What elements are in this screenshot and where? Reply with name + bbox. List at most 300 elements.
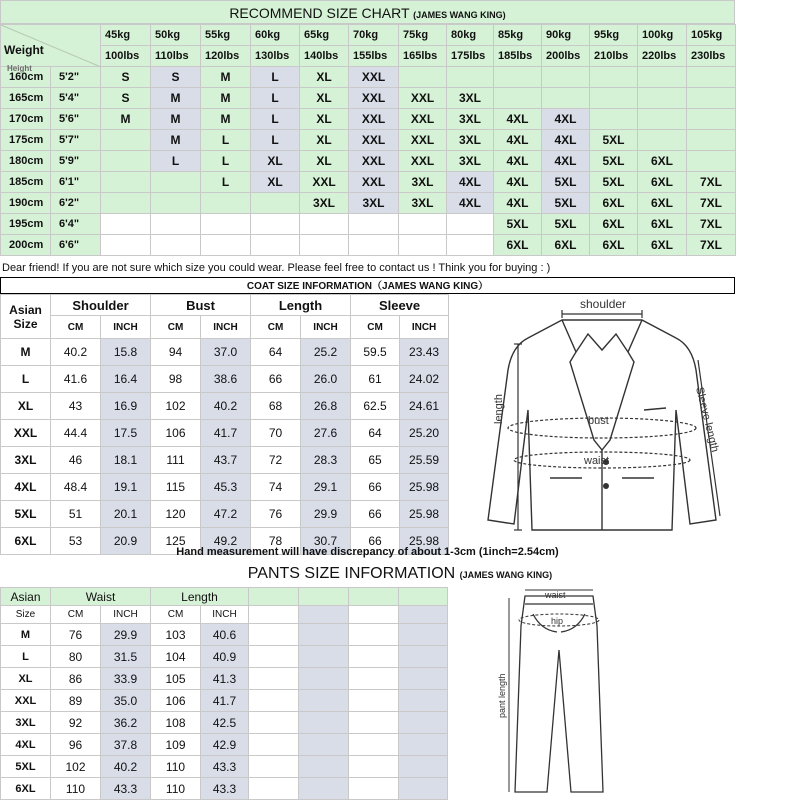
coat-value-cell: 25.59: [400, 447, 449, 474]
recommended-size-cell: [251, 235, 300, 256]
recommended-size-cell: 5XL: [542, 193, 590, 214]
coat-value-cell: 40.2: [51, 339, 101, 366]
recommended-size-cell: 5XL: [590, 172, 638, 193]
height-ft: 5'6": [51, 109, 101, 130]
pants-empty-cell: [249, 778, 299, 800]
recommended-size-cell: 6XL: [590, 235, 638, 256]
coat-unit-inch: INCH: [101, 316, 151, 339]
pants-empty-cell: [349, 712, 399, 734]
coat-value-cell: 64: [251, 339, 301, 366]
weight-lbs-header: 100lbs: [101, 46, 151, 67]
coat-value-cell: 65: [351, 447, 400, 474]
recommended-size-cell: 5XL: [590, 130, 638, 151]
pants-empty-cell: [349, 778, 399, 800]
recommended-size-cell: M: [201, 67, 251, 88]
pants-empty-cell: [299, 606, 349, 624]
coat-asian-label: Asian: [9, 302, 42, 317]
pants-unit-cm: CM: [151, 606, 201, 624]
pants-row: [1, 624, 448, 646]
coat-value-cell: 74: [251, 474, 301, 501]
coat-size-cell: XL: [1, 393, 51, 420]
recommend-row: [1, 88, 736, 109]
coat-value-cell: 25.98: [400, 474, 449, 501]
pants-value-cell: 89: [51, 690, 101, 712]
pants-value-cell: 41.7: [201, 690, 249, 712]
coat-value-cell: 25.20: [400, 420, 449, 447]
recommended-size-cell: S: [151, 67, 201, 88]
pants-size-table: [0, 587, 448, 800]
recommended-size-cell: [687, 109, 736, 130]
pants-size-cell: 4XL: [1, 734, 51, 756]
coat-value-cell: 66: [351, 501, 400, 528]
pants-length-header: Length: [151, 588, 249, 606]
coat-value-cell: 29.9: [301, 501, 351, 528]
pants-empty-cell: [349, 756, 399, 778]
recommended-size-cell: XL: [300, 88, 349, 109]
pants-row: [1, 668, 448, 690]
coat-row: [1, 366, 449, 393]
pants-value-cell: 36.2: [101, 712, 151, 734]
jacket-waist-label: waist: [584, 455, 610, 467]
weight-lbs-header: 230lbs: [687, 46, 736, 67]
pants-empty-cell: [349, 624, 399, 646]
coat-value-cell: 64: [351, 420, 400, 447]
coat-row: [1, 447, 449, 474]
recommended-size-cell: [638, 67, 687, 88]
jacket-measure-lines: [508, 310, 720, 530]
coat-shoulder-header: Shoulder: [51, 295, 151, 316]
pants-row: [1, 756, 448, 778]
recommended-size-cell: [687, 88, 736, 109]
recommended-size-cell: [251, 214, 300, 235]
recommended-size-cell: [447, 235, 494, 256]
pants-title-text: PANTS SIZE INFORMATION: [247, 565, 456, 582]
recommended-size-cell: [151, 235, 201, 256]
coat-size-cell: XXL: [1, 420, 51, 447]
weight-lbs-header: 155lbs: [349, 46, 399, 67]
recommended-size-cell: 4XL: [447, 193, 494, 214]
pants-value-cell: 92: [51, 712, 101, 734]
recommend-row: [1, 130, 736, 151]
recommend-brand: (JAMES WANG KING): [413, 10, 506, 20]
recommended-size-cell: [638, 130, 687, 151]
coat-value-cell: 24.02: [400, 366, 449, 393]
weight-kg-header: 60kg: [251, 25, 300, 46]
coat-value-cell: 28.3: [301, 447, 351, 474]
recommended-size-cell: L: [201, 130, 251, 151]
recommended-size-cell: 5XL: [542, 214, 590, 235]
recommended-size-cell: [101, 151, 151, 172]
pants-size-cell: 3XL: [1, 712, 51, 734]
recommend-size-table: [0, 24, 736, 256]
recommended-size-cell: XL: [251, 172, 300, 193]
pants-empty-cell: [349, 646, 399, 668]
recommended-size-cell: XXL: [349, 151, 399, 172]
recommended-size-cell: 6XL: [638, 214, 687, 235]
coat-value-cell: 45.3: [201, 474, 251, 501]
pants-value-cell: 80: [51, 646, 101, 668]
pants-value-cell: 29.9: [101, 624, 151, 646]
pants-empty-cell: [299, 756, 349, 778]
recommended-size-cell: 4XL: [494, 172, 542, 193]
weight-lbs-header: 140lbs: [300, 46, 349, 67]
recommended-size-cell: 5XL: [590, 151, 638, 172]
recommended-size-cell: [101, 130, 151, 151]
pants-size-cell: 6XL: [1, 778, 51, 800]
coat-value-cell: 30.7: [301, 528, 351, 555]
coat-value-cell: 115: [151, 474, 201, 501]
pants-size-cell: M: [1, 624, 51, 646]
coat-size-cell: M: [1, 339, 51, 366]
coat-value-cell: 78: [251, 528, 301, 555]
recommended-size-cell: XXL: [349, 172, 399, 193]
pants-unit-row: [1, 606, 448, 624]
recommended-size-cell: [687, 151, 736, 172]
coat-value-cell: 26.0: [301, 366, 351, 393]
pants-unit-inch: INCH: [101, 606, 151, 624]
pants-value-cell: 40.6: [201, 624, 249, 646]
weight-kg-header: 50kg: [151, 25, 201, 46]
recommend-lbs-row: [1, 46, 736, 67]
coat-value-cell: 25.98: [400, 501, 449, 528]
trousers-length-label: pant length: [497, 673, 507, 718]
pants-empty-header: [399, 588, 448, 606]
pants-empty-header: [299, 588, 349, 606]
recommended-size-cell: [687, 130, 736, 151]
trousers-diagram: [485, 586, 615, 798]
pants-empty-cell: [399, 624, 448, 646]
coat-value-cell: 70: [251, 420, 301, 447]
jacket-button-2: [603, 483, 609, 489]
weight-lbs-header: 130lbs: [251, 46, 300, 67]
weight-kg-header: 75kg: [399, 25, 447, 46]
height-cm: 180cm: [1, 151, 51, 172]
pants-empty-cell: [299, 668, 349, 690]
recommended-size-cell: 4XL: [542, 109, 590, 130]
recommended-size-cell: [101, 235, 151, 256]
trousers-waist-label: waist: [545, 590, 566, 600]
coat-value-cell: 15.8: [101, 339, 151, 366]
coat-value-cell: 43: [51, 393, 101, 420]
recommended-size-cell: M: [151, 109, 201, 130]
recommended-size-cell: [687, 67, 736, 88]
coat-size-cell: 3XL: [1, 447, 51, 474]
coat-unit-cm: CM: [151, 316, 201, 339]
coat-value-cell: 19.1: [101, 474, 151, 501]
height-ft: 6'4": [51, 214, 101, 235]
coat-value-cell: 76: [251, 501, 301, 528]
recommended-size-cell: [638, 88, 687, 109]
height-label: Height: [7, 64, 32, 73]
weight-lbs-header: 175lbs: [447, 46, 494, 67]
recommended-size-cell: [101, 172, 151, 193]
recommended-size-cell: 6XL: [542, 235, 590, 256]
coat-value-cell: 59.5: [351, 339, 400, 366]
pants-brand: (JAMES WANG KING): [459, 570, 553, 580]
weight-lbs-header: 110lbs: [151, 46, 201, 67]
recommended-size-cell: XL: [300, 109, 349, 130]
coat-value-cell: 66: [351, 474, 400, 501]
jacket-shoulder-label: shoulder: [580, 297, 627, 311]
recommended-size-cell: 3XL: [300, 193, 349, 214]
weight-lbs-header: 165lbs: [399, 46, 447, 67]
recommended-size-cell: XXL: [399, 88, 447, 109]
recommended-size-cell: XXL: [399, 109, 447, 130]
coat-unit-inch: INCH: [400, 316, 449, 339]
coat-value-cell: 61: [351, 366, 400, 393]
recommended-size-cell: L: [201, 151, 251, 172]
height-cm: 170cm: [1, 109, 51, 130]
recommended-size-cell: [447, 67, 494, 88]
recommended-size-cell: XXL: [349, 67, 399, 88]
recommended-size-cell: [101, 193, 151, 214]
coat-value-cell: 43.7: [201, 447, 251, 474]
coat-sleeve-header: Sleeve: [351, 295, 449, 316]
recommended-size-cell: XXL: [349, 130, 399, 151]
coat-length-header: Length: [251, 295, 351, 316]
recommended-size-cell: [101, 214, 151, 235]
recommended-size-cell: XL: [300, 130, 349, 151]
coat-asian-size-header: [1, 295, 51, 339]
coat-size-cell: 4XL: [1, 474, 51, 501]
pants-empty-cell: [249, 734, 299, 756]
pants-empty-cell: [299, 734, 349, 756]
pants-empty-cell: [299, 690, 349, 712]
weight-kg-header: 85kg: [494, 25, 542, 46]
pants-value-cell: 40.9: [201, 646, 249, 668]
recommended-size-cell: XXL: [349, 109, 399, 130]
coat-row: [1, 393, 449, 420]
recommended-size-cell: [399, 235, 447, 256]
pants-value-cell: 42.5: [201, 712, 249, 734]
jacket-length-label: length: [493, 394, 505, 424]
recommend-row: [1, 151, 736, 172]
coat-unit-cm: CM: [51, 316, 101, 339]
coat-value-cell: 51: [51, 501, 101, 528]
recommended-size-cell: [151, 214, 201, 235]
pants-empty-header: [249, 588, 299, 606]
coat-size-cell: L: [1, 366, 51, 393]
pants-value-cell: 109: [151, 734, 201, 756]
coat-value-cell: 66: [351, 528, 400, 555]
pants-value-cell: 106: [151, 690, 201, 712]
recommended-size-cell: 6XL: [494, 235, 542, 256]
recommended-size-cell: 6XL: [638, 172, 687, 193]
pants-empty-cell: [249, 646, 299, 668]
coat-value-cell: 41.7: [201, 420, 251, 447]
recommended-size-cell: 6XL: [638, 151, 687, 172]
recommend-kg-row: [1, 25, 736, 46]
recommended-size-cell: 3XL: [447, 151, 494, 172]
coat-row: [1, 339, 449, 366]
recommended-size-cell: [590, 109, 638, 130]
recommended-size-cell: 4XL: [494, 193, 542, 214]
recommended-size-cell: [349, 235, 399, 256]
recommended-size-cell: 4XL: [494, 151, 542, 172]
weight-kg-header: 55kg: [201, 25, 251, 46]
coat-value-cell: 18.1: [101, 447, 151, 474]
pants-empty-cell: [349, 668, 399, 690]
pants-empty-cell: [349, 690, 399, 712]
pants-empty-cell: [299, 778, 349, 800]
recommend-note: Dear friend! If you are not sure which size you could wear. Please feel free to contact us ! Think you for buying : ): [2, 262, 551, 274]
recommended-size-cell: 6XL: [590, 193, 638, 214]
jacket-diagram: [470, 290, 740, 545]
pants-size-cell: L: [1, 646, 51, 668]
pants-value-cell: 105: [151, 668, 201, 690]
weight-kg-header: 100kg: [638, 25, 687, 46]
pants-empty-cell: [399, 646, 448, 668]
recommended-size-cell: L: [151, 151, 201, 172]
pants-value-cell: 104: [151, 646, 201, 668]
pants-empty-cell: [399, 778, 448, 800]
pants-value-cell: 31.5: [101, 646, 151, 668]
recommended-size-cell: XL: [251, 151, 300, 172]
pants-unit-cm: CM: [51, 606, 101, 624]
coat-value-cell: 23.43: [400, 339, 449, 366]
coat-value-cell: 106: [151, 420, 201, 447]
coat-unit-inch: INCH: [201, 316, 251, 339]
pants-value-cell: 43.3: [201, 756, 249, 778]
recommended-size-cell: [399, 214, 447, 235]
coat-value-cell: 111: [151, 447, 201, 474]
coat-value-cell: 38.6: [201, 366, 251, 393]
recommended-size-cell: XL: [300, 151, 349, 172]
recommended-size-cell: L: [251, 109, 300, 130]
coat-value-cell: 37.0: [201, 339, 251, 366]
coat-value-cell: 44.4: [51, 420, 101, 447]
pants-size-cell: XXL: [1, 690, 51, 712]
recommended-size-cell: 5XL: [542, 172, 590, 193]
height-ft: 6'1": [51, 172, 101, 193]
pants-empty-cell: [249, 690, 299, 712]
recommended-size-cell: [399, 67, 447, 88]
pants-unit-inch: INCH: [201, 606, 249, 624]
recommended-size-cell: M: [151, 88, 201, 109]
height-cm: 190cm: [1, 193, 51, 214]
recommended-size-cell: 4XL: [494, 130, 542, 151]
height-cm: 160cm: [1, 67, 51, 88]
coat-value-cell: 29.1: [301, 474, 351, 501]
recommend-title-text: RECOMMEND SIZE CHART: [229, 5, 410, 21]
pants-value-cell: 110: [151, 778, 201, 800]
pants-value-cell: 86: [51, 668, 101, 690]
pants-empty-cell: [249, 606, 299, 624]
pants-value-cell: 102: [51, 756, 101, 778]
pants-empty-cell: [249, 756, 299, 778]
coat-size-cell: 5XL: [1, 501, 51, 528]
weight-lbs-header: 220lbs: [638, 46, 687, 67]
recommended-size-cell: [447, 214, 494, 235]
pants-empty-cell: [399, 606, 448, 624]
coat-value-cell: 120: [151, 501, 201, 528]
recommended-size-cell: 6XL: [638, 193, 687, 214]
recommended-size-cell: L: [251, 88, 300, 109]
coat-value-cell: 49.2: [201, 528, 251, 555]
recommended-size-cell: [542, 88, 590, 109]
pants-value-cell: 96: [51, 734, 101, 756]
weight-label: Weight: [4, 42, 44, 57]
recommended-size-cell: L: [251, 130, 300, 151]
recommended-size-cell: [251, 193, 300, 214]
coat-value-cell: 68: [251, 393, 301, 420]
pants-title: [0, 562, 800, 586]
weight-lbs-header: 200lbs: [542, 46, 590, 67]
pants-empty-cell: [399, 756, 448, 778]
weight-lbs-header: 120lbs: [201, 46, 251, 67]
recommended-size-cell: [638, 109, 687, 130]
pants-value-cell: 43.3: [101, 778, 151, 800]
recommended-size-cell: 4XL: [447, 172, 494, 193]
coat-value-cell: 16.9: [101, 393, 151, 420]
coat-title: COAT SIZE INFORMATION（JAMES WANG KING）: [0, 277, 735, 294]
recommended-size-cell: 4XL: [542, 151, 590, 172]
recommended-size-cell: S: [101, 67, 151, 88]
pants-value-cell: 42.9: [201, 734, 249, 756]
pants-value-cell: 76: [51, 624, 101, 646]
recommended-size-cell: 3XL: [447, 130, 494, 151]
coat-value-cell: 62.5: [351, 393, 400, 420]
pants-empty-cell: [249, 624, 299, 646]
recommended-size-cell: M: [101, 109, 151, 130]
coat-value-cell: 98: [151, 366, 201, 393]
recommended-size-cell: 3XL: [349, 193, 399, 214]
recommend-row: [1, 67, 736, 88]
recommended-size-cell: [201, 193, 251, 214]
height-cm: 175cm: [1, 130, 51, 151]
pants-empty-cell: [249, 668, 299, 690]
coat-value-cell: 16.4: [101, 366, 151, 393]
recommended-size-cell: [300, 235, 349, 256]
pants-size-cell: XL: [1, 668, 51, 690]
coat-row: [1, 474, 449, 501]
weight-kg-header: 95kg: [590, 25, 638, 46]
recommended-size-cell: 3XL: [399, 193, 447, 214]
recommended-size-cell: 3XL: [447, 109, 494, 130]
coat-value-cell: 25.2: [301, 339, 351, 366]
coat-note: Hand measurement will have discrepancy of about 1-3cm (1inch=2.54cm): [176, 546, 559, 558]
recommended-size-cell: 7XL: [687, 193, 736, 214]
height-ft: 5'2": [51, 67, 101, 88]
coat-value-cell: 53: [51, 528, 101, 555]
recommend-row: [1, 235, 736, 256]
recommended-size-cell: 7XL: [687, 214, 736, 235]
coat-bust-header: Bust: [151, 295, 251, 316]
coat-value-cell: 24.61: [400, 393, 449, 420]
weight-height-corner: [1, 25, 101, 73]
recommended-size-cell: S: [101, 88, 151, 109]
coat-value-cell: 94: [151, 339, 201, 366]
coat-row: [1, 501, 449, 528]
recommended-size-cell: [349, 214, 399, 235]
pants-asian-label: Asian: [1, 588, 51, 606]
recommended-size-cell: 7XL: [687, 235, 736, 256]
coat-row: [1, 420, 449, 447]
recommend-title: [0, 0, 735, 24]
recommended-size-cell: XXL: [399, 151, 447, 172]
coat-size-table: [0, 294, 449, 555]
coat-size-label: Size: [13, 316, 38, 331]
pants-empty-header: [349, 588, 399, 606]
coat-unit-row: [1, 316, 449, 339]
recommended-size-cell: XL: [300, 67, 349, 88]
weight-kg-header: 90kg: [542, 25, 590, 46]
coat-value-cell: 25.98: [400, 528, 449, 555]
pants-empty-cell: [349, 734, 399, 756]
coat-value-cell: 40.2: [201, 393, 251, 420]
pants-value-cell: 35.0: [101, 690, 151, 712]
coat-value-cell: 26.8: [301, 393, 351, 420]
